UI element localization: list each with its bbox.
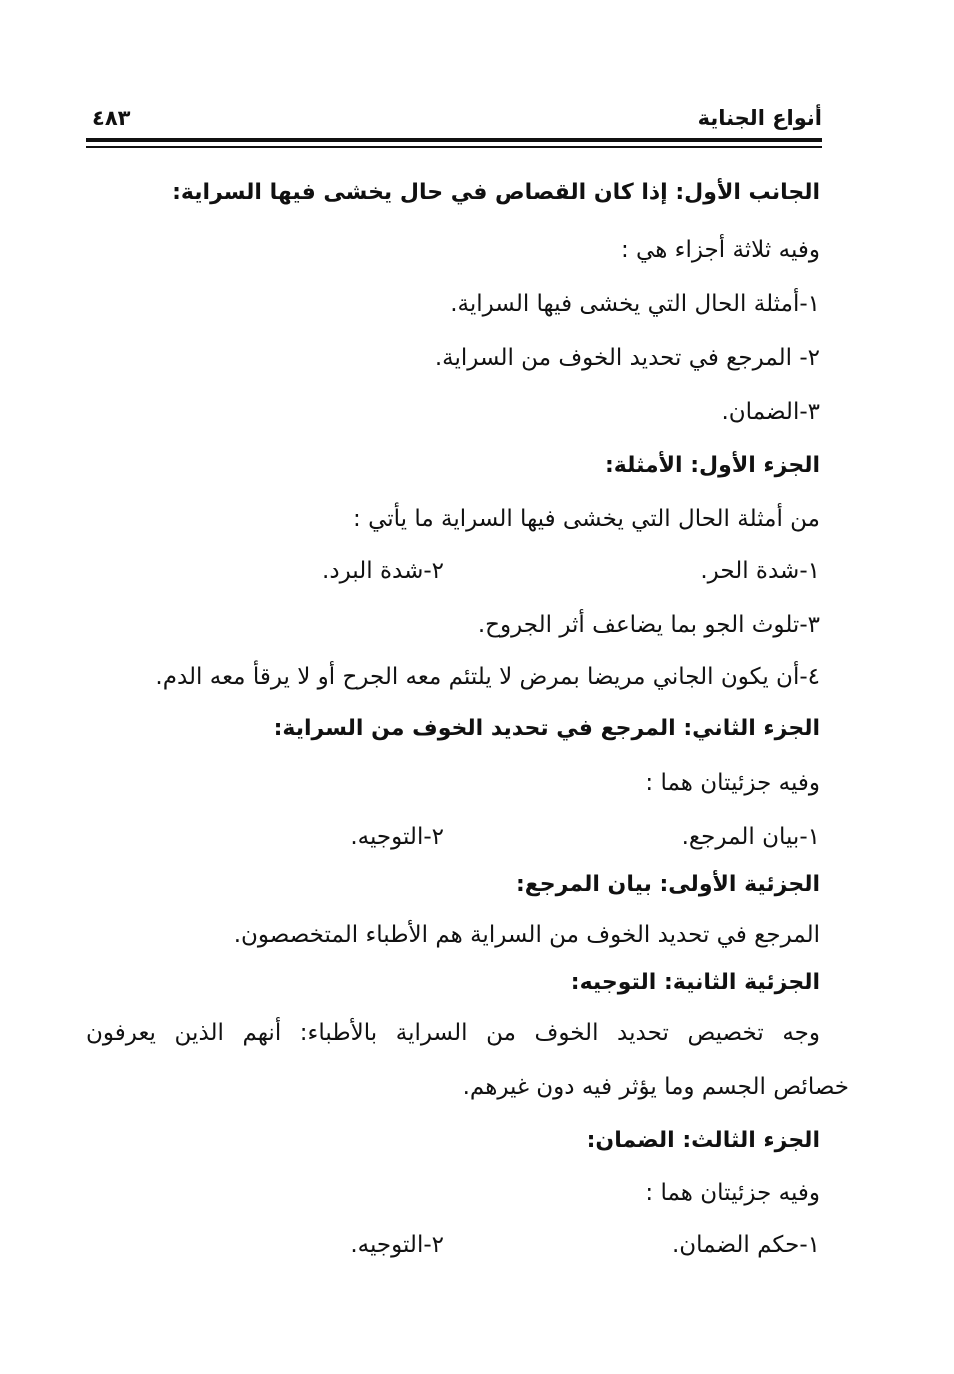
part1-example-3: ٣-تلوث الجو بما يضاعف أثر الجروح.: [477, 612, 820, 638]
part1-example-4: ٤-أن يكون الجاني مريضا بمرض لا يلتئم معه الجرح أو لا يرقأ معه الدم.: [155, 664, 820, 690]
part2-intro: وفيه جزئيتان هما :: [645, 770, 820, 796]
part2-sub2-text-line-1: وجه تخصيص تحديد الخوف من السراية بالأطباء: أنهم الذين يعرفون: [86, 1020, 820, 1046]
part3-item-2: ٢-التوجيه.: [350, 1232, 444, 1258]
part2-sub2-heading: الجزئية الثانية: التوجيه:: [570, 970, 820, 995]
part2-sub1-text: المرجع في تحديد الخوف من السراية هم الأطباء المتخصصون.: [233, 922, 820, 948]
section-heading: الجانب الأول: إذا كان القصاص في حال يخشى فيها السراية:: [172, 180, 820, 205]
part3-item-1: ١-حكم الضمان.: [671, 1232, 820, 1258]
parts-list-item-2: ٢- المرجع في تحديد الخوف من السراية.: [434, 345, 820, 371]
part2-sub1-heading: الجزئية الأولى: بيان المرجع:: [515, 872, 820, 897]
part1-intro: من أمثلة الحال التي يخشى فيها السراية ما يأتي :: [353, 506, 820, 532]
part3-heading: الجزء الثالث: الضمان:: [586, 1128, 820, 1153]
running-header: [86, 102, 822, 138]
header-title: أنواع الجناية: [697, 106, 822, 130]
parts-list-item-1: ١-أمثلة الحال التي يخشى فيها السراية.: [450, 291, 820, 317]
part2-sub2-text-line-2: خصائص الجسم وما يؤثر فيه دون غيرهم.: [462, 1074, 849, 1100]
page-number: ٤٨٣: [92, 106, 131, 130]
parts-intro: وفيه ثلاثة أجزاء هي :: [620, 237, 820, 263]
part2-item-2: ٢-التوجيه.: [350, 824, 444, 850]
parts-list-item-3: ٣-الضمان.: [721, 399, 820, 425]
part1-example-1: ١-شدة الحر.: [700, 558, 820, 584]
part2-heading: الجزء الثاني: المرجع في تحديد الخوف من السراية:: [273, 716, 820, 741]
part1-heading: الجزء الأول: الأمثلة:: [604, 453, 820, 478]
header-rule-thin: [86, 146, 822, 148]
part2-item-1: ١-بيان المرجع.: [681, 824, 820, 850]
part3-intro: وفيه جزئيتان هما :: [645, 1180, 820, 1206]
part1-example-2: ٢-شدة البرد.: [322, 558, 444, 584]
header-rule-thick: [86, 138, 822, 142]
